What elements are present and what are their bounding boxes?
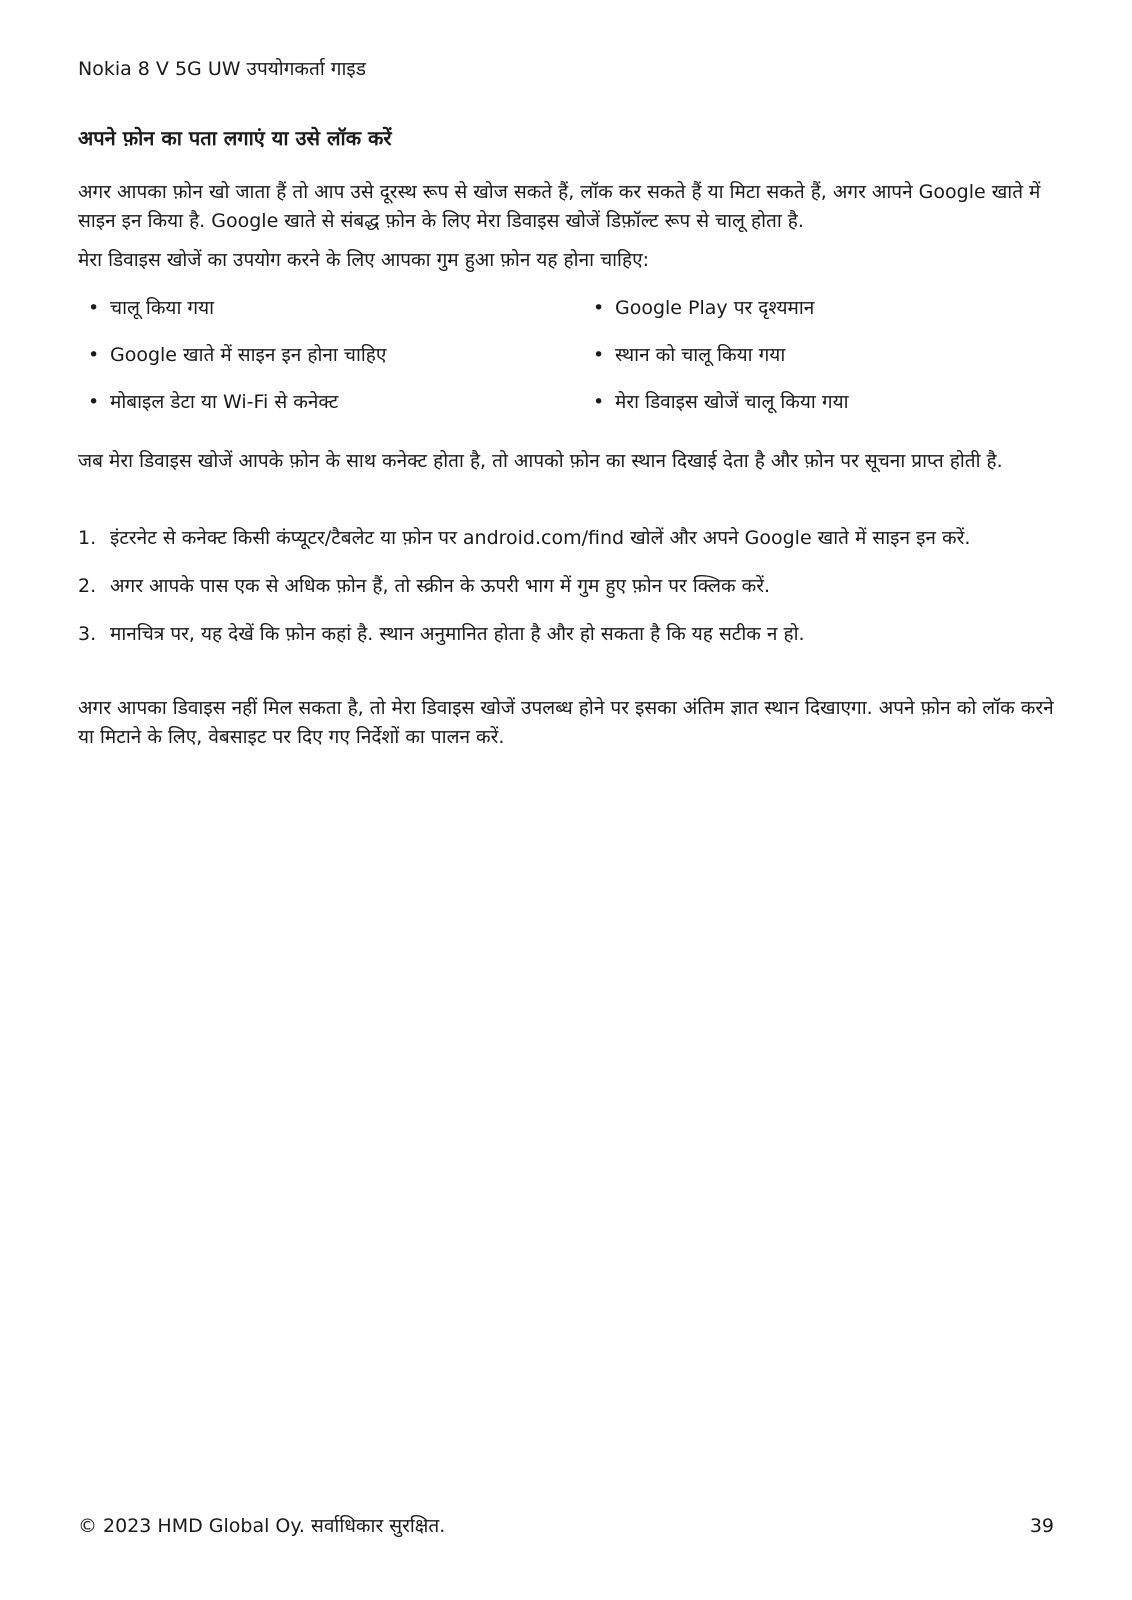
bullet-icon: • [88, 391, 100, 413]
step-text: अगर आपके पास एक से अधिक फ़ोन हैं, तो स्क्रीन के ऊपरी भाग में गुम हुए फ़ोन पर क्लिक करें. [110, 575, 771, 597]
list-item [88, 340, 593, 370]
step-text: इंटरनेट से कनेक्ट किसी कंप्यूटर/टैबलेट या फ़ोन पर android.com/find खोलें और अपने Google खाते में साइन इन करें. [110, 527, 971, 549]
bullet-icon: • [88, 344, 100, 366]
requirement-text: स्थान को चालू किया गया [615, 344, 786, 366]
list-item [88, 293, 593, 323]
list-item [593, 340, 1063, 370]
list-item [88, 387, 593, 417]
step-number: 3. [78, 623, 97, 645]
bullet-icon: • [88, 297, 100, 319]
bullet-icon: • [593, 344, 605, 366]
requirement-text: Google Play पर दृश्यमान [615, 297, 815, 319]
copyright-text: © 2023 HMD Global Oy. सर्वाधिकार सुरक्षित. [78, 1515, 446, 1537]
requirements-intro: मेरा डिवाइस खोजें का उपयोग करने के लिए आपका गुम हुआ फ़ोन यह होना चाहिए: [78, 249, 649, 271]
requirement-text: Google खाते में साइन इन होना चाहिए [110, 344, 387, 366]
requirement-text: मोबाइल डेटा या Wi-Fi से कनेक्ट [110, 391, 339, 413]
bullet-icon: • [593, 391, 605, 413]
list-item [78, 620, 1056, 648]
steps-list [78, 524, 1056, 648]
requirements-list [88, 293, 1056, 417]
final-note: अगर आपका डिवाइस नहीं मिल सकता है, तो मेरा डिवाइस खोजें उपलब्ध होने पर इसका अंतिम ज्ञात स्थान दिखाएगा. अपने फ़ोन को लॉक करने या मिटाने के लिए, वेबसाइट पर दिए गए निर्देशों का पालन करें. [78, 697, 1054, 748]
step-text: मानचित्र पर, यह देखें कि फ़ोन कहां है. स्थान अनुमानित होता है और हो सकता है कि यह सटीक न हो. [110, 623, 805, 645]
intro-paragraph: अगर आपका फ़ोन खो जाता हैं तो आप उसे दूरस्थ रूप से खोज सकते हैं, लॉक कर सकते हैं या मिटा सकते हैं, अगर आपने Google खाते में साइन इन किया है. Google खाते से संबद्ध फ़ोन के लिए मेरा डिवाइस खोजें डिफ़ॉल्ट रूप से चालू होता है. [78, 181, 1041, 232]
requirement-text: चालू किया गया [110, 297, 215, 319]
list-item [78, 524, 1056, 552]
bullet-icon: • [593, 297, 605, 319]
page-header: Nokia 8 V 5G UW उपयोगकर्ता गाइड [78, 58, 366, 80]
list-item [593, 387, 1063, 417]
list-item [78, 572, 1056, 600]
page-number: 39 [1029, 1515, 1054, 1537]
connected-note: जब मेरा डिवाइस खोजें आपके फ़ोन के साथ कनेक्ट होता है, तो आपको फ़ोन का स्थान दिखाई देता है और फ़ोन पर सूचना प्राप्त होती है. [78, 450, 1003, 472]
section-title: अपने फ़ोन का पता लगाएं या उसे लॉक करें [78, 126, 392, 150]
step-number: 2. [78, 575, 97, 597]
requirement-text: मेरा डिवाइस खोजें चालू किया गया [615, 391, 849, 413]
list-item [593, 293, 1063, 323]
step-number: 1. [78, 527, 97, 549]
main-content [78, 124, 1056, 762]
